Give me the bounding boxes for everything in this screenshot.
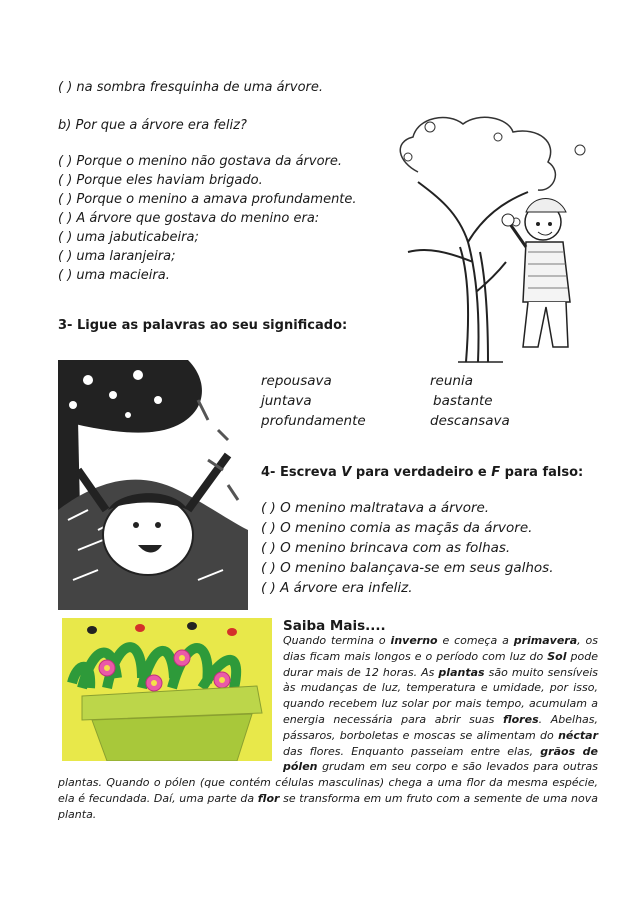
option-shade-line: ( ) na sombra fresquinha de uma árvore. xyxy=(58,80,324,95)
word-left: juntava xyxy=(261,393,312,409)
option-line: ( ) Porque eles haviam brigado. xyxy=(58,173,263,188)
true-false-item: ( ) O menino maltratava a árvore. xyxy=(261,500,490,516)
option-line: ( ) uma jabuticabeira; xyxy=(58,230,199,245)
true-false-item: ( ) A árvore era infeliz. xyxy=(261,580,413,596)
question-b-title: b) Por que a árvore era feliz? xyxy=(58,118,247,133)
option-line: ( ) A árvore que gostava do menino era: xyxy=(58,211,320,226)
word-right: bastante xyxy=(433,393,493,409)
true-false-item: ( ) O menino brincava com as folhas. xyxy=(261,540,511,556)
question-3-title: 3- Ligue as palavras ao seu significado: xyxy=(58,318,348,333)
option-line: ( ) uma macieira. xyxy=(58,268,170,283)
tree-boy-illustration xyxy=(388,112,608,372)
word-left: repousava xyxy=(261,373,332,389)
option-line: ( ) Porque o menino não gostava da árvore. xyxy=(58,154,343,169)
option-line: ( ) uma laranjeira; xyxy=(58,249,176,264)
true-false-item: ( ) O menino balançava-se em seus galhos. xyxy=(261,560,554,576)
true-false-item: ( ) O menino comia as maçãs da árvore. xyxy=(261,520,533,536)
boy-leaves-illustration xyxy=(58,360,248,610)
option-line: ( ) Porque o menino a amava profundamente. xyxy=(58,192,357,207)
question-4-title: 4- Escreva V para verdadeiro e F para falso: xyxy=(261,465,584,480)
word-right: descansava xyxy=(430,413,510,429)
word-left: profundamente xyxy=(261,413,366,429)
saiba-mais-paragraph: Quando termina o inverno e começa a primavera, os dias ficam mais longos e o período com luz do Sol pode durar mais de 12 horas. As plantas são muito sensíveis às mudanças de luz, temperatura e umidade, por isso, quando recebem luz solar por mais tempo, acumulam a energia necessária para abrir suas flores. Abelhas, pássaros, borboletas e moscas se alimentam do néctar das flores. Enquanto passeiam entre elas, grãos de pólen grudam em seu corpo e são levados para outras plantas. Quando o pólen (que contém células masculinas) chega a uma flor da mesma espécie, ela é fecundada. Daí, uma parte da flor se transforma em um fruto com a semente de uma nova planta. xyxy=(58,634,599,821)
saiba-mais-title: Saiba Mais.... xyxy=(283,618,386,634)
word-right: reunia xyxy=(430,373,473,389)
